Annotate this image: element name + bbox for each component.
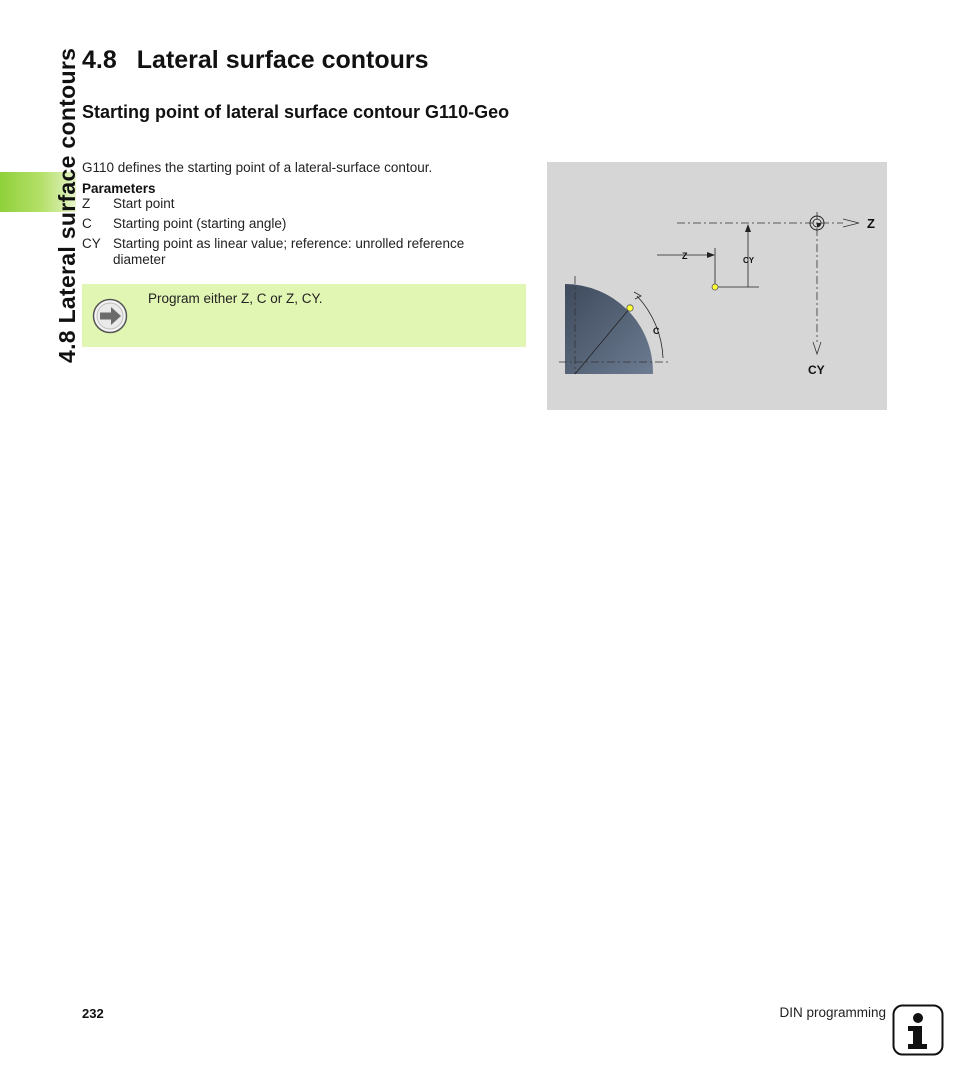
- intro-text: G110 defines the starting point of a lateral-surface contour.: [82, 160, 433, 175]
- parameter-description: Starting point as linear value; reference: unrolled reference diameter: [113, 236, 465, 267]
- parameter-description: Start point: [113, 196, 175, 211]
- start-point-marker: [627, 305, 633, 311]
- parameter-list: [82, 196, 502, 272]
- parameter-item: [82, 216, 502, 232]
- contour-diagram: [547, 162, 887, 410]
- chapter-title: [82, 46, 429, 75]
- arrow-right-icon: [92, 298, 128, 334]
- parameters-heading: Parameters: [82, 181, 156, 196]
- side-tab-title: 4.8 Lateral surface contours: [54, 48, 80, 364]
- cy-axis-label: CY: [808, 363, 825, 377]
- chapter-number: 4.8: [82, 46, 117, 74]
- parameter-item: [82, 196, 502, 212]
- cy-dimension-label: CY: [743, 256, 755, 265]
- page-number: 232: [82, 1006, 104, 1021]
- parameter-code: C: [82, 216, 92, 231]
- angle-label-c: C: [653, 326, 660, 336]
- z-axis-label: Z: [867, 216, 875, 231]
- workpiece-shape: [565, 284, 653, 374]
- parameter-code: Z: [82, 196, 91, 211]
- note-box: [82, 284, 526, 347]
- section-title: Starting point of lateral surface contour G110-Geo: [82, 102, 510, 122]
- footer-text: DIN programming: [779, 1005, 886, 1020]
- z-dimension-label: Z: [682, 251, 688, 261]
- note-text: Program either Z, C or Z, CY.: [148, 291, 323, 306]
- parameter-code: CY: [82, 236, 101, 251]
- contour-figure: [547, 162, 887, 410]
- chapter-title-text: Lateral surface contours: [136, 46, 429, 74]
- parameter-description: Starting point (starting angle): [113, 216, 287, 231]
- parameter-item: [82, 236, 502, 268]
- cy-point-marker: [712, 284, 718, 290]
- info-icon: [892, 1004, 944, 1056]
